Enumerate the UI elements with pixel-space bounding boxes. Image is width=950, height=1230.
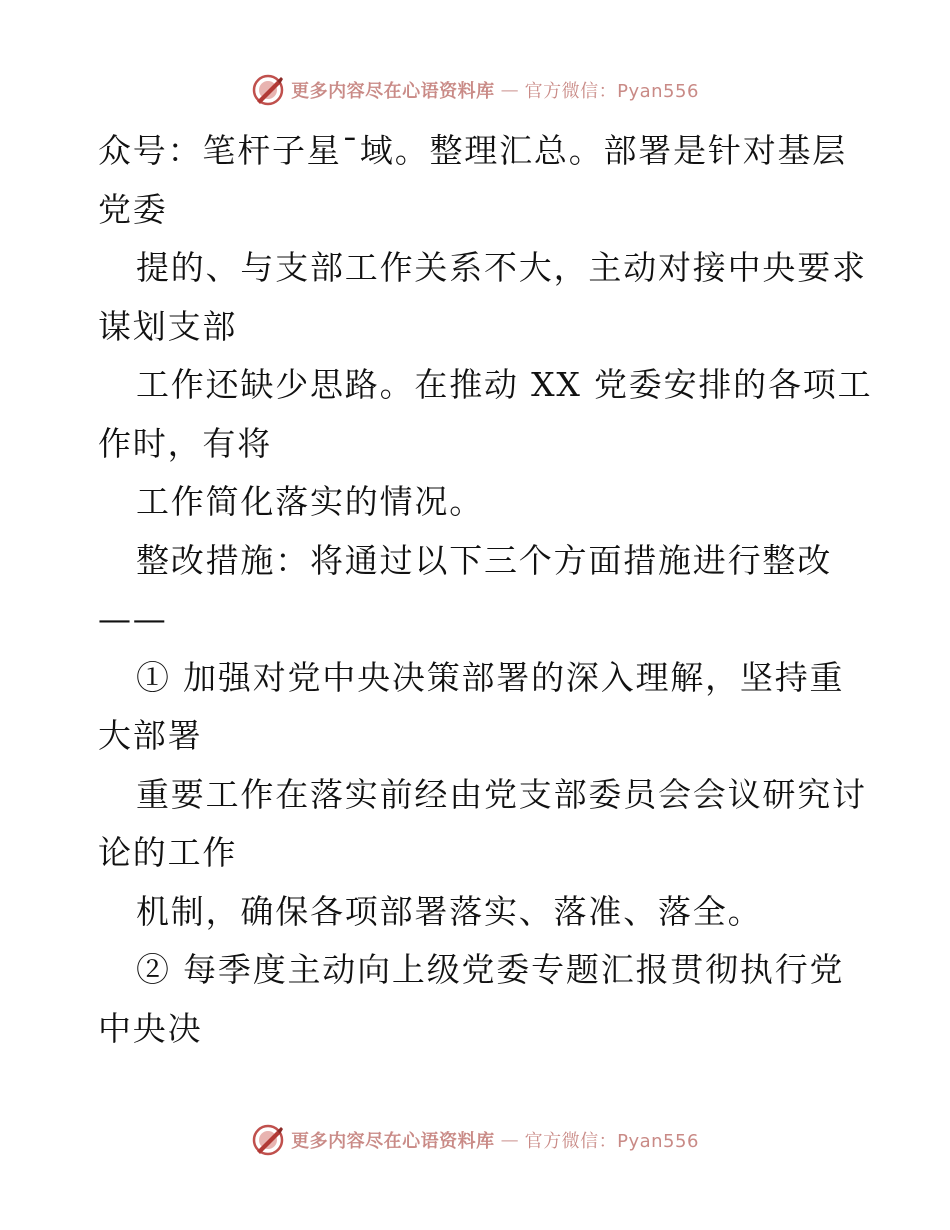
body-line: 中央决 bbox=[98, 1008, 203, 1048]
body-line: 论的工作 bbox=[98, 833, 238, 872]
body-line: 重要工作在落实前经由党支部委员会会议研究讨 bbox=[136, 774, 867, 814]
header-promo-text: 更多内容尽在心语资料库 bbox=[291, 81, 495, 102]
body-line: 机制，确保各项部署落实、落准、落全。 bbox=[136, 891, 763, 931]
body-line: ② 每季度主动向上级党委专题汇报贯彻执行党 bbox=[136, 950, 845, 989]
body-line: 谋划支部 bbox=[98, 306, 238, 346]
body-line: —— bbox=[98, 599, 168, 638]
body-line: 作时，有将 bbox=[98, 423, 272, 463]
document-body bbox=[98, 122, 873, 1058]
body-line: 大部署 bbox=[98, 716, 203, 755]
body-line: ① 加强对党中央决策部署的深入理解，坚持重 bbox=[136, 657, 845, 697]
footer-separator: — bbox=[500, 1129, 519, 1151]
body-line: 提的、与支部工作关系不大，主动对接中央要求 bbox=[136, 248, 867, 287]
body-line: 整改措施：将通过以下三个方面措施进行整改 bbox=[136, 540, 832, 580]
footer-wechat-text: 官方微信：Pyan556 bbox=[524, 1131, 699, 1152]
header-banner bbox=[0, 70, 950, 110]
footer-banner bbox=[0, 1120, 950, 1160]
header-separator: — bbox=[500, 79, 519, 101]
footer-promo-text: 更多内容尽在心语资料库 bbox=[291, 1131, 495, 1152]
pen-logo-icon bbox=[251, 1123, 285, 1157]
body-line: 众号：笔杆子星¯域。整理汇总。部署是针对基层 bbox=[98, 131, 848, 170]
header-wechat-text: 官方微信：Pyan556 bbox=[524, 81, 699, 102]
body-line: 工作还缺少思路。在推动 XX 党委安排的各项工 bbox=[136, 365, 873, 404]
body-line: 党委 bbox=[98, 189, 168, 229]
body-line: 工作简化落实的情况。 bbox=[136, 482, 484, 521]
pen-logo-icon bbox=[251, 73, 285, 107]
